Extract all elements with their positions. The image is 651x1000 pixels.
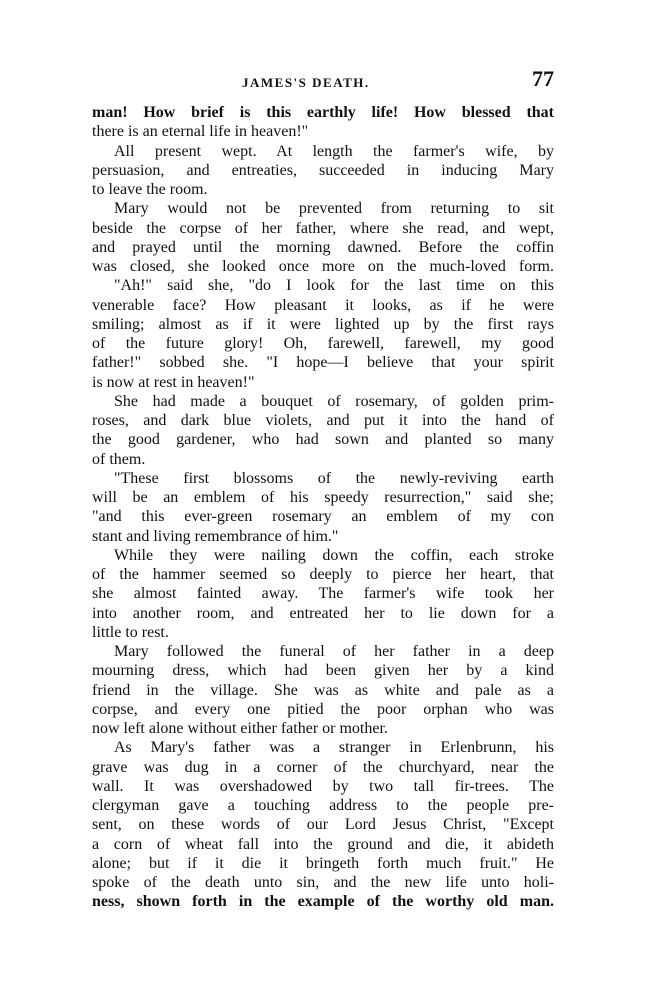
text-line: of the future glory! Oh, farewell, farewell, my good [92, 335, 554, 352]
text-line: of the hammer seemed so deeply to pierce her heart, that [92, 566, 554, 583]
text-line: now left alone without either father or mother. [92, 720, 388, 737]
text-line: mourning dress, which had been given her by a kind [92, 662, 554, 680]
text-line: roses, and dark blue violets, and put it into the hand of [92, 412, 554, 429]
text-line: grave was dug in a corner of the churchyard, near the [92, 758, 554, 776]
text-line: wall. It was overshadowed by two tall fir-trees. The [92, 777, 554, 795]
text-line: Mary would not be prevented from returning to sit [114, 200, 554, 218]
text-line: corpse, and every one pitied the poor orphan who was [92, 700, 554, 718]
text-line: "Ah!" said she, "do I look for the last time on this [114, 277, 554, 295]
text-line: the good gardener, who had sown and planted so many [92, 431, 554, 449]
text-line: All present wept. At length the farmer's wife, by [114, 142, 554, 160]
text-line: "These first blossoms of the newly-reviving earth [114, 469, 554, 487]
text-line: alone; but if it die it bringeth forth much fruit." He [92, 854, 554, 872]
text-line: stant and living remembrance of him." [92, 527, 339, 545]
text-line: clergyman gave a touching address to the people pre- [92, 797, 554, 814]
page-number: 77 [532, 66, 554, 91]
text-line: a corn of wheat fall into the ground and die, it abideth [92, 835, 554, 853]
text-line: beside the corpse of her father, where she read, and wept, [92, 219, 554, 237]
text-line: persuasion, and entreaties, succeeded in inducing Mary [92, 161, 554, 179]
text-line: she almost fainted away. The farmer's wife took her [92, 585, 554, 603]
text-line: little to rest. [92, 623, 169, 641]
text-line: friend in the village. She was as white and pale as a [92, 681, 554, 699]
running-head: JAMES'S DEATH. [242, 75, 370, 90]
text-line: will be an emblem of his speedy resurrection," said she; [92, 489, 554, 506]
text-line: was closed, she looked once more on the much-loved form. [92, 258, 554, 275]
text-line: is now at rest in heaven!" [92, 373, 255, 391]
text-line: and prayed until the morning dawned. Before the coffin [92, 238, 554, 256]
text-line: there is an eternal life in heaven!" [92, 123, 309, 141]
text-line: As Mary's father was a stranger in Erlenbrunn, his [114, 739, 554, 757]
text-line: to leave the room. [92, 181, 208, 198]
text-line: ness, shown forth in the example of the worthy old man. [92, 893, 554, 911]
page-header [92, 68, 554, 96]
text-line: into another room, and entreated her to lie down for a [92, 604, 554, 622]
text-line: man! How brief is this earthly life! How blessed that [92, 104, 554, 121]
text-line: sent, on these words of our Lord Jesus Christ, "Except [92, 816, 554, 834]
text-line: smiling; almost as if it were lighted up by the first rays [92, 315, 554, 333]
text-line: venerable face? How pleasant it looks, as if he were [92, 296, 554, 314]
text-line: spoke of the death unto sin, and the new life unto holi- [92, 874, 554, 891]
text-line: While they were nailing down the coffin, each stroke [114, 546, 554, 564]
text-line: She had made a bouquet of rosemary, of golden prim- [114, 392, 554, 410]
text-line: father!" sobbed she. "I hope—I believe that your spirit [92, 354, 554, 372]
text-line: Mary followed the funeral of her father in a deep [114, 643, 554, 660]
text-line: "and this ever-green rosemary an emblem of my con [92, 508, 554, 526]
text-line: of them. [92, 450, 146, 468]
body-text [92, 103, 554, 912]
